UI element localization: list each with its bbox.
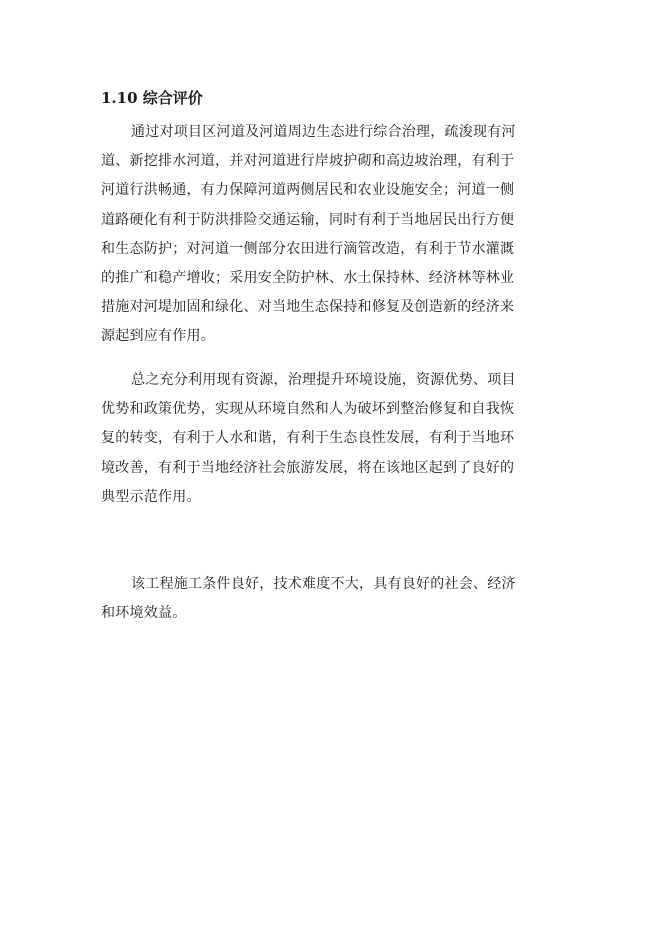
paragraph-line: 源起到应有作用。	[101, 328, 215, 345]
paragraph-line: 道、新挖排水河道，并对河道进行岸坡护砌和高边坡治理，有利于	[101, 153, 515, 170]
paragraph-line: 和生态防护；对河道一侧部分农田进行滴管改造，有利于节水灌溉	[101, 240, 515, 257]
paragraph-overall-evaluation	[101, 118, 553, 352]
paragraph-line: 河道行洪畅通，有力保障河道两侧居民和农业设施安全；河道一侧	[101, 182, 515, 199]
paragraph-line: 和环境效益。	[101, 605, 187, 622]
paragraph-line: 复的转变，有利于人水和谐，有利于生态良性发展，有利于当地环	[101, 430, 515, 447]
paragraph-line: 措施对河堤加固和绿化、对当地生态保持和修复及创造新的经济来	[101, 299, 515, 316]
paragraph-line: 的推广和稳产增收；采用安全防护林、水土保持林、经济林等林业	[101, 269, 515, 286]
paragraph-line: 境改善，有利于当地经济社会旅游发展，将在该地区起到了良好的	[101, 459, 515, 476]
paragraph-summary	[101, 366, 553, 512]
paragraph-line: 通过对项目区河道及河道周边生态进行综合治理，疏浚现有河	[131, 124, 516, 140]
section-title: 1.10 综合评价	[101, 89, 203, 107]
paragraph-line: 道路硬化有利于防洪排险交通运输，同时有利于当地居民出行方便	[101, 211, 515, 228]
paragraph-line: 总之充分利用现有资源，治理提升环境设施，资源优势、项目	[131, 372, 516, 388]
paragraph-line: 典型示范作用。	[101, 488, 201, 505]
paragraph-conclusion	[101, 570, 553, 628]
paragraph-line: 优势和政策优势，实现从环境自然和人为破坏到整治修复和自我恢	[101, 401, 515, 418]
paragraph-line: 该工程施工条件良好，技术难度不大，具有良好的社会、经济	[131, 576, 516, 592]
